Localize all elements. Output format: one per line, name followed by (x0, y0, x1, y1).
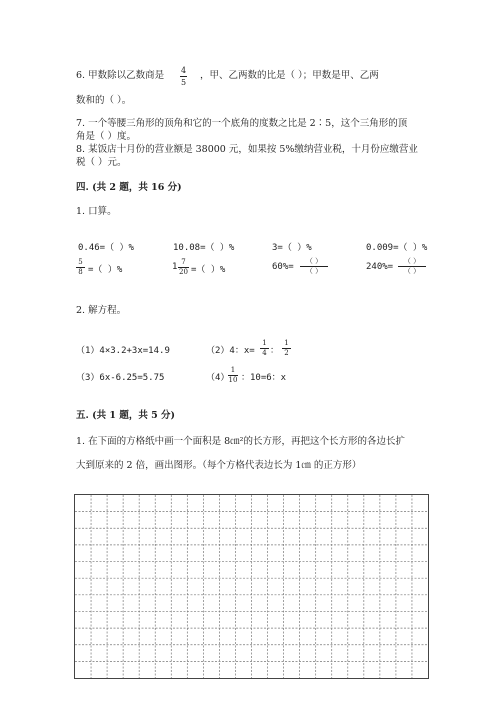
grid-lines (75, 495, 428, 678)
q7-line1: 7. 一个等腰三角形的顶角和它的一个底角的度数之比是 2∶5，这个三角形的顶 (76, 118, 408, 129)
oral-calc-6-rest: =（ ）% (191, 265, 226, 275)
fraction-numerator: 1 (230, 366, 236, 374)
fraction-denominator: 2 (284, 349, 289, 357)
q6-line1-part2: ，甲、乙两数的比是（ ）；甲数是甲、乙两 (200, 70, 379, 81)
fraction-denominator: 20 (179, 268, 188, 276)
fraction-numerator: 1 (284, 339, 289, 347)
oral-calc-3: 3=（ ）% (272, 243, 312, 253)
grid-paper[interactable] (74, 494, 429, 679)
fraction-denominator: 10 (228, 376, 238, 384)
q8-line2: 税（ ）元。 (76, 157, 127, 168)
equation-2-pre: （2）4：x= (206, 346, 255, 356)
section-4-q1-label: 1. 口算。 (76, 206, 117, 217)
section-4-title: 四. (共 2 题，共 16 分) (76, 182, 182, 193)
fraction-numerator: 1 (262, 339, 267, 347)
oral-calc-4: 0.009=（ ）% (366, 243, 428, 253)
equation-3: （3）6x-6.25=5.75 (76, 373, 165, 383)
section-5-title: 五. (共 1 题，共 5 分) (76, 410, 176, 421)
equation-2-fraction-a (260, 340, 269, 357)
fraction-numerator: （ ） (403, 257, 421, 265)
q6-fraction (180, 66, 187, 87)
q8-line1: 8. 某饭店十月份的营业额是 38000 元，如果按 5%缴纳营业税，十月份应缴营业 (76, 144, 418, 155)
equation-2-colon: ： (270, 346, 280, 356)
oral-calc-6-fraction (178, 259, 189, 276)
oral-calc-2: 10.08=（ ）% (173, 243, 235, 253)
oral-calc-5-rest: =（ ）% (88, 265, 123, 275)
oral-calc-5-fraction (76, 259, 85, 276)
fraction-denominator: 4 (262, 349, 267, 357)
equation-1: （1）4×3.2+3x=14.9 (76, 346, 170, 356)
equation-4-pre: （4） (206, 373, 230, 383)
equation-4-fraction (228, 367, 238, 384)
section-4-q2-label: 2. 解方程。 (76, 305, 127, 316)
fraction-denominator: 8 (78, 268, 83, 276)
fraction-numerator: （ ） (305, 257, 323, 265)
oral-calc-1: 0.46=（ ）% (78, 243, 134, 253)
fraction-numerator: 7 (181, 258, 186, 266)
fraction-denominator: （ ） (305, 267, 323, 275)
q7-line2: 角是（ ）度。 (76, 131, 137, 142)
equation-2-fraction-b (282, 340, 291, 357)
oral-calc-7-pre: 60%= (272, 262, 294, 272)
fraction-bar (180, 76, 187, 77)
section-5-q1-line1: 1. 在下面的方格纸中画一个面积是 8㎝²的长方形，再把这个长方形的各边长扩 (76, 436, 405, 447)
oral-calc-8-fraction (398, 258, 426, 275)
fraction-numerator: 5 (78, 258, 83, 266)
q6-fraction-denominator: 5 (180, 78, 187, 87)
oral-calc-7-fraction (300, 258, 328, 275)
q6-fraction-numerator: 4 (180, 66, 187, 75)
q6-line2: 数和的（ ）。 (76, 95, 132, 106)
equation-4-rest: ：10=6：x (241, 373, 287, 383)
fraction-denominator: （ ） (403, 267, 421, 275)
section-5-q1-line2: 大到原来的 2 倍，画出图形。（每个方格代表边长为 1㎝ 的正方形） (76, 460, 362, 471)
oral-calc-8-pre: 240%= (366, 262, 394, 272)
q6-line1-part1: 6. 甲数除以乙数商是 (76, 70, 165, 81)
oral-calc-6-whole: 1 (172, 262, 178, 272)
